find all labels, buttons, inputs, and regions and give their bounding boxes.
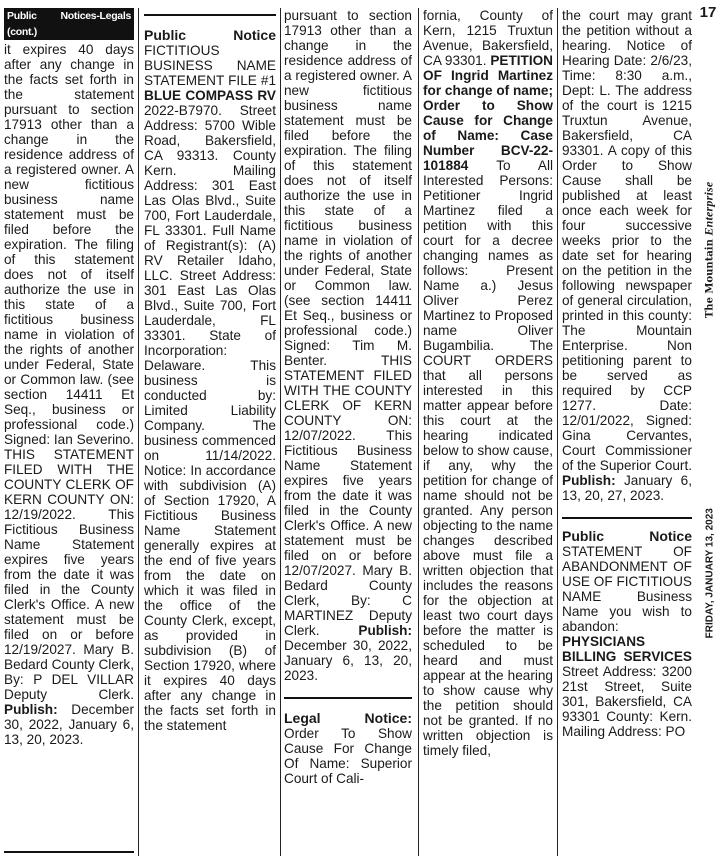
column-2 — [144, 28, 276, 860]
petition-title: PETITION OF Ingrid Martinez for change of name; Order to Show Cause for Change of Name: Case Number BCV-22-101884 — [423, 53, 553, 173]
notice-rule — [4, 851, 134, 853]
fbn-business-name: BLUE COMPASS RV — [144, 88, 276, 103]
notice-header — [144, 28, 276, 43]
column-3 — [284, 8, 412, 856]
notice-header-right: Notice: — [364, 710, 412, 726]
name-change-intro-part-2: fornia, County of Kern, 1215 Truxtun Avenue, Bakersfield, CA 93301. — [423, 8, 553, 68]
abandonment-business-name: PHYSICIANS BILLING SERVICES — [562, 634, 692, 664]
abandonment-intro: STATEMENT OF ABANDONMENT OF USE OF FICTITIOUS NAME Business Name you wish to abandon: — [562, 544, 692, 634]
page-number: 17 — [699, 4, 717, 21]
name-change-body-part-1: To All Interested Persons: Petitioner Ingrid Martinez filed a petition with this court for a decree changing names as follows: Present Name a.) Jesus Oliver Perez Martinez to Proposed name Oliver Bugambilia. The COURT ORDERS that all persons interested in this matter appear before this court at the hearing indicated below to show cause, if any, why the petition for change of name should not be granted. Any person objecting to the name changes described above must file a written objection that includes the reasons for the objection at least two court days before the matter is scheduled to be heard and must appear at the hearing to show cause why the petition should not be granted. If no written objection is timely filed, — [423, 158, 553, 758]
continued-notice — [4, 42, 134, 747]
name-change-intro-part-1: Order To Show Cause For Change Of Name: Superior Court of Cali- — [284, 726, 412, 786]
notice-header-left: Public — [144, 28, 187, 43]
section-label: Public Notices-Legals (cont.) — [4, 8, 134, 40]
fbn-intro: FICTITIOUS BUSINESS NAME STATEMENT FILE #1 — [144, 43, 276, 88]
fbn-notice-part-1 — [144, 43, 276, 733]
notice-rule — [562, 517, 692, 519]
fbn-body-part-1: 2022-B7970. Street Address: 5700 Wible Road, Bakersfield, CA 93313. County Kern. Mailing Address: 301 East Las Olas Blvd., Suite 700, Fort Lauderdale, FL 33301. Full Name of Registrant(s): (A) RV Retailer Idaho, LLC. Street Address: 301 East Las Olas Blvd., Suite 700, Fort Lauderdale, FL 33301. State of Incorporation: Delaware. This business is conducted by: Limited Liability Company. The business commenced on 11/14/2022. Notice: In accordance with subdivision (A) of Section 17920, A Fictitious Business Name Statement generally expires at the end of five years from the date on which it was filed in the office of the County Clerk, except, as provided in subdivision (B) of Section 17920, where it expires 40 days after any change in the facts set forth in the statement — [144, 103, 276, 733]
notice-header — [284, 711, 412, 726]
column-rule — [418, 8, 419, 856]
notice-header-right: Notice — [649, 528, 692, 544]
notice-rule — [284, 697, 412, 699]
publish-label: Publish: — [562, 473, 616, 488]
publish-dates: December 30, 2022, January 6, 13, 20, 2023. — [4, 702, 134, 747]
publication-date: FRIDAY, JANUARY 13, 2023 — [704, 508, 716, 639]
column-rule — [280, 8, 281, 856]
column-rule — [557, 8, 558, 856]
column-rule — [138, 8, 139, 856]
publish-label: Publish: — [4, 702, 58, 717]
notice-header-left: Public — [562, 528, 605, 544]
fbn-notice-part-2 — [284, 8, 412, 683]
notice-header — [562, 529, 692, 544]
fbn-body-part-2: pursuant to section 17913 other than a change in the residence address of a registered owner. A new fictitious business name statement must be filed before the expiration. The filing of this statement does not of itself authorize the use in this state of a fictitious business name in violation of the rights of another under Federal, State or Common law. (see section 14411 Et Seq., business or professional code.) Signed: Tim M. Benter. THIS STATEMENT FILED WITH THE COUNTY CLERK OF KERN COUNTY ON: 12/07/2022. This Fictitious Business Name Statement expires five years from the date it was filed in the County Clerk's Office. A new statement must be filed on or before 12/07/2027. Mary B. Bedard County Clerk, By: C MARTINEZ Deputy Clerk. — [284, 8, 412, 638]
column-4 — [423, 8, 553, 856]
publish-label: Publish: — [358, 623, 412, 638]
name-change-notice-part-2 — [562, 8, 692, 503]
abandonment-notice — [562, 544, 692, 739]
notice-header-right: Notice — [233, 28, 276, 43]
masthead-strip-text — [702, 182, 717, 639]
notice-header-left: Legal — [284, 710, 321, 726]
name-change-body-part-2: the court may grant the petition without a hearing. Notice of Hearing Date: 2/6/23, Time: 8:30 a.m., Dept: L. The address of the court is 1215 Truxtun Avenue, Bakersfield, CA 93301. A copy of this Order to Show Cause shall be published at least once each week for four successive weeks prior to the date set for hearing on the petition in the following newspaper of general circulation, printed in this county: The Mountain Enterprise. Non petitioning parent to be served as required by CCP 1277. Date: 12/01/2022, Signed: Gina Cervantes, Court Commissioner of the Superior Court. — [562, 8, 692, 473]
column-1 — [4, 8, 134, 856]
publication-logo: Enterprise — [701, 181, 716, 236]
publish-dates: January 6, 13, 20, 27, 2023. — [562, 473, 692, 503]
notice-rule — [144, 14, 276, 16]
publish-dates: December 30, 2022, January 6, 13, 20, 2023. — [284, 638, 412, 683]
masthead-strip — [699, 160, 719, 660]
publication-prefix: The Mountain — [704, 239, 716, 319]
column-5 — [562, 8, 692, 856]
abandonment-body: Street Address: 3200 21st Street, Suite 301, Bakersfield, CA 93301 County: Kern. Mailing Address: PO — [562, 664, 692, 739]
publication-name — [701, 181, 716, 319]
continued-notice-body: it expires 40 days after any change in the facts set forth in the statement pursuant to section 17913 other than a change in the residence address of a registered owner. A new fictitious business name statement must be filed before the expiration. The filing of this statement does not of itself authorize the use in this state of a fictitious business name in violation of the rights of another under Federal, State or Common law. (see section 14411 Et Seq., business or professional code.) Signed: Ian Severino. THIS STATEMENT FILED WITH THE COUNTY CLERK OF KERN COUNTY ON: 12/19/2022. This Fictitious Business Name Statement expires five years from the date it was filed in the County Clerk's Office. A new statement must be filed on or before 12/19/2027. Mary B. Bedard County Clerk, By: P DEL VILLAR Deputy Clerk. — [4, 42, 134, 702]
